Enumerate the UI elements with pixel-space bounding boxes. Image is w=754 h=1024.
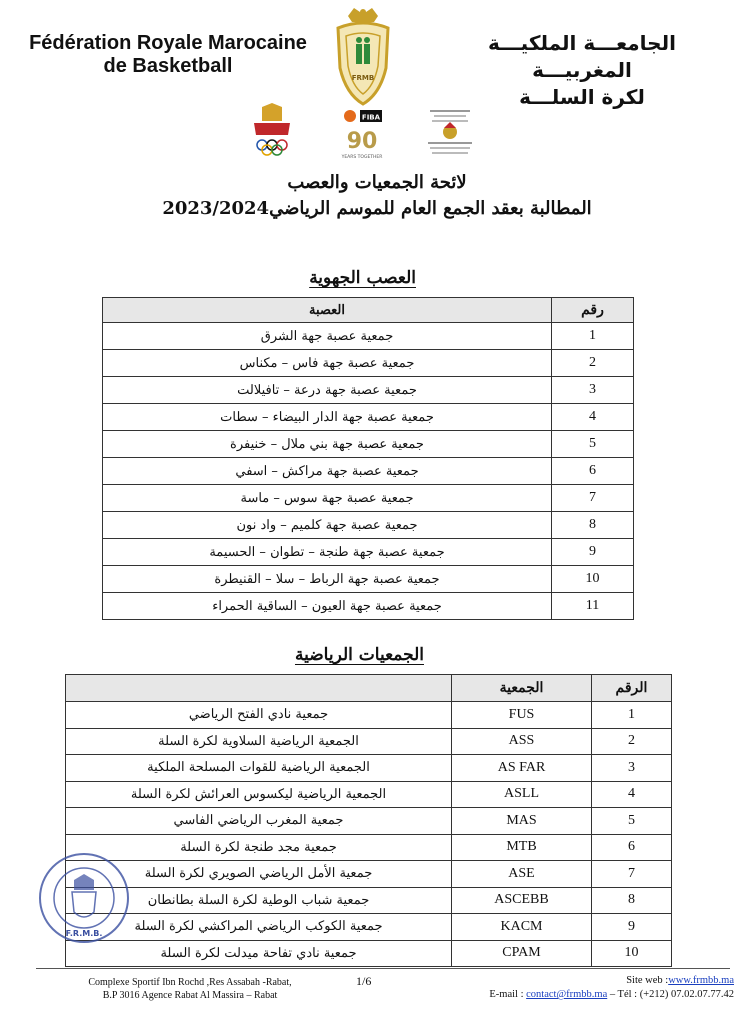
header-fr-line2: de Basketball	[103, 55, 233, 77]
league-name: جمعية عصبة جهة بني ملال – خنيفرة	[103, 431, 552, 458]
association-abbreviation: KACM	[452, 914, 592, 941]
regional-leagues-heading: العصب الجهوية	[309, 268, 416, 288]
table-header-row	[66, 675, 672, 702]
phone-text: – Tél : (+212) 07.02.07.77.42	[609, 989, 734, 1000]
association-name: جمعية شباب الوطية لكرة السلة بطانطان	[66, 887, 452, 914]
header-fr-line1: Fédération Royale Marocaine	[29, 32, 307, 54]
row-number: 8	[592, 887, 672, 914]
table-row	[66, 781, 672, 808]
league-name: جمعية عصبة جهة سوس – ماسة	[103, 485, 552, 512]
association-abbreviation: AS FAR	[452, 755, 592, 782]
logo-letters: FRMB	[351, 74, 375, 82]
fiba-label: FIBA	[361, 113, 381, 122]
row-number: 5	[592, 808, 672, 835]
footer-divider	[36, 968, 730, 969]
regional-leagues-table	[102, 297, 634, 620]
league-name: جمعية عصبة جهة كلميم – واد نون	[103, 512, 552, 539]
header-ar-line2: لكرة السلـــة	[519, 85, 645, 109]
association-name: الجمعية الرياضية للقوات المسلحة الملكية	[66, 755, 452, 782]
row-number: 6	[592, 834, 672, 861]
address-line1: Complexe Sportif Ibn Rochd ,Res Assabah -Rabat,	[88, 977, 292, 988]
site-label: Site web :	[626, 975, 669, 986]
row-number: 11	[552, 593, 634, 620]
ministry-logo	[420, 108, 480, 160]
association-name: جمعية المغرب الرياضي الفاسي	[66, 808, 452, 835]
column-header-num: رقم	[552, 298, 634, 323]
league-name: جمعية عصبة جهة مراكش – اسفي	[103, 458, 552, 485]
table-row	[66, 755, 672, 782]
row-number: 7	[552, 485, 634, 512]
association-abbreviation: ASLL	[452, 781, 592, 808]
table-row	[103, 323, 634, 350]
association-abbreviation: MAS	[452, 808, 592, 835]
column-header-name	[66, 675, 452, 702]
olympic-committee-logo	[250, 103, 294, 159]
association-name: الجمعية الرياضية السلاوية لكرة السلة	[66, 728, 452, 755]
association-name: جمعية الكوكب الرياضي المراكشي لكرة السلة	[66, 914, 452, 941]
federation-stamp	[36, 850, 132, 946]
fiba-90-logo	[338, 108, 386, 164]
league-name: جمعية عصبة جهة طنجة – تطوان – الحسيمة	[103, 539, 552, 566]
email-label: E-mail :	[489, 989, 524, 1000]
table-row	[66, 728, 672, 755]
association-name: جمعية نادي الفتح الرياضي	[66, 702, 452, 729]
league-name: جمعية عصبة جهة العيون – الساقية الحمراء	[103, 593, 552, 620]
page-number: 1/6	[356, 974, 372, 988]
table-row	[66, 940, 672, 967]
table-row	[66, 861, 672, 888]
table-row	[103, 431, 634, 458]
header-ar-line1: الجامعـــة الملكيـــة المغربيـــة	[488, 31, 676, 82]
row-number: 4	[552, 404, 634, 431]
table-row	[66, 887, 672, 914]
federation-logo	[330, 6, 396, 106]
column-header-num: الرقم	[592, 675, 672, 702]
league-name: جمعية عصبة جهة الرباط – سلا – القنيطرة	[103, 566, 552, 593]
association-abbreviation: CPAM	[452, 940, 592, 967]
row-number: 9	[552, 539, 634, 566]
row-number: 10	[592, 940, 672, 967]
site-link[interactable]: www.frmbb.ma	[668, 975, 734, 986]
email-link[interactable]: contact@frmbb.ma	[526, 989, 608, 1000]
table-row	[66, 834, 672, 861]
row-number: 4	[592, 781, 672, 808]
document-title: لائحة الجمعيات والعصب	[287, 172, 467, 193]
table-row	[103, 404, 634, 431]
association-abbreviation: FUS	[452, 702, 592, 729]
table-row	[103, 350, 634, 377]
document-subtitle: المطالبة بعقد الجمع العام للموسم الرياضي2023/2024	[162, 198, 592, 219]
table-row	[103, 458, 634, 485]
table-row	[103, 593, 634, 620]
table-row	[103, 512, 634, 539]
association-abbreviation: ASS	[452, 728, 592, 755]
association-name: جمعية مجد طنجة لكرة السلة	[66, 834, 452, 861]
association-name: الجمعية الرياضية ليكسوس العرائش لكرة السلة	[66, 781, 452, 808]
header-arabic	[452, 30, 712, 111]
row-number: 5	[552, 431, 634, 458]
association-name: جمعية الأمل الرياضي الصويري لكرة السلة	[66, 861, 452, 888]
header-french	[18, 32, 318, 78]
association-abbreviation: MTB	[452, 834, 592, 861]
row-number: 1	[552, 323, 634, 350]
row-number: 9	[592, 914, 672, 941]
row-number: 2	[552, 350, 634, 377]
table-row	[103, 485, 634, 512]
column-header-association: الجمعية	[452, 675, 592, 702]
sports-associations-table	[65, 674, 672, 967]
league-name: جمعية عصبة جهة الشرق	[103, 323, 552, 350]
address-line2: B.P 3016 Agence Rabat Al Massira – Rabat	[102, 990, 278, 1001]
association-abbreviation: ASCEBB	[452, 887, 592, 914]
row-number: 8	[552, 512, 634, 539]
sports-associations-heading: الجمعيات الرياضية	[294, 645, 424, 665]
table-row	[103, 566, 634, 593]
row-number: 6	[552, 458, 634, 485]
table-row	[103, 377, 634, 404]
row-number: 3	[592, 755, 672, 782]
table-row	[66, 808, 672, 835]
column-header-league: العصبة	[103, 298, 552, 323]
association-abbreviation: ASE	[452, 861, 592, 888]
league-name: جمعية عصبة جهة فاس – مكناس	[103, 350, 552, 377]
row-number: 1	[592, 702, 672, 729]
table-row	[66, 914, 672, 941]
table-row	[66, 702, 672, 729]
league-name: جمعية عصبة جهة درعة – تافيلالت	[103, 377, 552, 404]
anniversary-caption: YEARS TOGETHER	[341, 155, 383, 160]
row-number: 7	[592, 861, 672, 888]
anniversary-number: 90	[346, 129, 378, 154]
association-name: جمعية نادي تفاحة ميدلت لكرة السلة	[66, 940, 452, 967]
row-number: 3	[552, 377, 634, 404]
stamp-letters: F.R.M.B.	[65, 929, 103, 938]
row-number: 2	[592, 728, 672, 755]
league-name: جمعية عصبة جهة الدار البيضاء – سطات	[103, 404, 552, 431]
footer-address	[70, 976, 310, 1002]
table-header-row	[103, 298, 634, 323]
footer-contact	[489, 974, 734, 1002]
row-number: 10	[552, 566, 634, 593]
table-row	[103, 539, 634, 566]
